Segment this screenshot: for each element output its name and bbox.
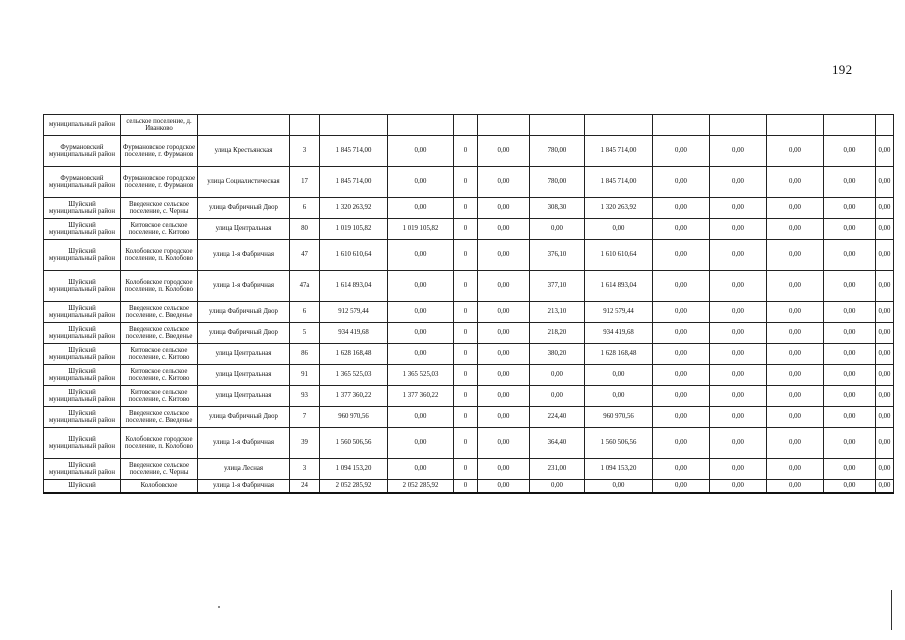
local-cost-cell: 1 560 506,56 [585,428,653,459]
extra-cost-1-cell: 0,00 [653,428,710,459]
extra-cost-4-cell: 0,00 [824,167,876,198]
zero-flag-cell: 0 [454,459,478,480]
local-cost-cell: 0,00 [585,365,653,386]
street-cell: улица Фабричный Двор [198,323,290,344]
extra-cost-5-cell: 0,00 [876,365,894,386]
regional-cost-cell: 0,00 [478,302,530,323]
extra-cost-2-cell: 0,00 [710,198,767,219]
district-cell: Шуйский муниципальный район [44,323,121,344]
extra-cost-4-cell: 0,00 [824,219,876,240]
extra-cost-3-cell: 0,00 [767,344,824,365]
street-cell: улица Центральная [198,219,290,240]
extra-cost-5-cell: 0,00 [876,219,894,240]
extra-cost-1-cell: 0,00 [653,271,710,302]
extra-cost-4-cell: 0,00 [824,323,876,344]
total-cost-cell: 1 377 360,22 [320,386,388,407]
extra-cost-5-cell: 0,00 [876,407,894,428]
extra-cost-4-cell: 0,00 [824,386,876,407]
area-cell: 0,00 [530,365,585,386]
regional-cost-cell: 0,00 [478,219,530,240]
extra-cost-1-cell: 0,00 [653,240,710,271]
house-number-cell: 93 [290,386,320,407]
local-cost-cell: 1 320 263,92 [585,198,653,219]
settlement-cell: сельское поселение, д. Иванково [121,115,198,136]
local-cost-cell: 0,00 [585,219,653,240]
fund-cost-cell: 0,00 [388,198,454,219]
settlement-cell: Колобовское городское поселение, п. Колобово [121,240,198,271]
regional-cost-cell: 0,00 [478,365,530,386]
local-cost-cell: 960 970,56 [585,407,653,428]
table-row [44,323,894,344]
table-row [44,365,894,386]
extra-cost-3-cell: 0,00 [767,219,824,240]
street-cell: улица Лесная [198,459,290,480]
extra-cost-3-cell: 0,00 [767,480,824,493]
regional-cost-cell: 0,00 [478,459,530,480]
area-cell: 780,00 [530,167,585,198]
area-cell: 0,00 [530,219,585,240]
extra-cost-4-cell: 0,00 [824,480,876,493]
extra-cost-4-cell: 0,00 [824,428,876,459]
zero-flag-cell: 0 [454,323,478,344]
extra-cost-2-cell: 0,00 [710,480,767,493]
house-number-cell: 39 [290,428,320,459]
extra-cost-3-cell: 0,00 [767,302,824,323]
house-number-cell: 5 [290,323,320,344]
extra-cost-2-cell: 0,00 [710,167,767,198]
extra-cost-3-cell: 0,00 [767,240,824,271]
street-cell: улица Фабричный Двор [198,302,290,323]
house-number-cell: 47 [290,240,320,271]
settlement-cell: Китовское сельское поселение, с. Китово [121,386,198,407]
settlement-cell: Фурмановское городское поселение, г. Фурманов [121,167,198,198]
fund-cost-cell [388,115,454,136]
extra-cost-3-cell: 0,00 [767,136,824,167]
street-cell: улица 1-я Фабричная [198,271,290,302]
extra-cost-1-cell: 0,00 [653,302,710,323]
fund-cost-cell: 0,00 [388,344,454,365]
house-number-cell [290,115,320,136]
extra-cost-2-cell: 0,00 [710,136,767,167]
fund-cost-cell: 0,00 [388,407,454,428]
house-number-cell: 91 [290,365,320,386]
area-cell: 0,00 [530,480,585,493]
local-cost-cell: 912 579,44 [585,302,653,323]
settlement-cell: Колобовское городское поселение, п. Колобово [121,271,198,302]
table-row [44,167,894,198]
total-cost-cell: 912 579,44 [320,302,388,323]
street-cell: улица Центральная [198,386,290,407]
regional-cost-cell: 0,00 [478,344,530,365]
table-row [44,198,894,219]
regional-cost-cell: 0,00 [478,167,530,198]
extra-cost-3-cell: 0,00 [767,365,824,386]
local-cost-cell: 1 845 714,00 [585,136,653,167]
house-number-cell: 3 [290,136,320,167]
extra-cost-1-cell: 0,00 [653,480,710,493]
extra-cost-5-cell: 0,00 [876,323,894,344]
extra-cost-2-cell: 0,00 [710,271,767,302]
fund-cost-cell: 0,00 [388,167,454,198]
regional-cost-cell: 0,00 [478,386,530,407]
area-cell: 224,40 [530,407,585,428]
total-cost-cell [320,115,388,136]
fund-cost-cell: 1 377 360,22 [388,386,454,407]
scan-edge-line [891,590,892,630]
fund-cost-cell: 0,00 [388,302,454,323]
district-cell: муниципальный район [44,115,121,136]
area-cell: 380,20 [530,344,585,365]
district-cell: Шуйский муниципальный район [44,459,121,480]
street-cell: улица Крестьянская [198,136,290,167]
fund-cost-cell: 0,00 [388,240,454,271]
total-cost-cell: 1 610 610,64 [320,240,388,271]
table-row [44,386,894,407]
area-cell: 218,20 [530,323,585,344]
street-cell [198,115,290,136]
fund-cost-cell: 2 052 285,92 [388,480,454,493]
fund-cost-cell: 1 365 525,03 [388,365,454,386]
area-cell [530,115,585,136]
extra-cost-3-cell: 0,00 [767,167,824,198]
zero-flag-cell: 0 [454,167,478,198]
total-cost-cell: 934 419,68 [320,323,388,344]
extra-cost-5-cell [876,115,894,136]
extra-cost-5-cell: 0,00 [876,428,894,459]
house-number-cell: 17 [290,167,320,198]
district-cell: Шуйский муниципальный район [44,407,121,428]
local-cost-cell: 1 614 893,04 [585,271,653,302]
extra-cost-2-cell: 0,00 [710,302,767,323]
zero-flag-cell: 0 [454,219,478,240]
extra-cost-5-cell: 0,00 [876,167,894,198]
extra-cost-4-cell: 0,00 [824,459,876,480]
extra-cost-3-cell: 0,00 [767,407,824,428]
extra-cost-4-cell: 0,00 [824,240,876,271]
area-cell: 231,00 [530,459,585,480]
regional-cost-cell: 0,00 [478,480,530,493]
housing-program-table [43,114,894,494]
street-cell: улица Фабричный Двор [198,198,290,219]
extra-cost-5-cell: 0,00 [876,302,894,323]
area-cell: 780,00 [530,136,585,167]
house-number-cell: 6 [290,198,320,219]
settlement-cell: Китовское сельское поселение, с. Китово [121,365,198,386]
fund-cost-cell: 0,00 [388,459,454,480]
zero-flag-cell [454,115,478,136]
district-cell: Шуйский муниципальный район [44,302,121,323]
extra-cost-3-cell: 0,00 [767,386,824,407]
extra-cost-5-cell: 0,00 [876,271,894,302]
district-cell: Шуйский муниципальный район [44,365,121,386]
extra-cost-5-cell: 0,00 [876,136,894,167]
street-cell: улица 1-я Фабричная [198,480,290,493]
extra-cost-3-cell: 0,00 [767,459,824,480]
regional-cost-cell: 0,00 [478,323,530,344]
extra-cost-1-cell: 0,00 [653,136,710,167]
house-number-cell: 86 [290,344,320,365]
house-number-cell: 6 [290,302,320,323]
district-cell: Шуйский муниципальный район [44,428,121,459]
district-cell: Шуйский муниципальный район [44,386,121,407]
extra-cost-2-cell: 0,00 [710,344,767,365]
extra-cost-2-cell: 0,00 [710,365,767,386]
extra-cost-1-cell: 0,00 [653,198,710,219]
zero-flag-cell: 0 [454,271,478,302]
fund-cost-cell: 0,00 [388,136,454,167]
extra-cost-4-cell: 0,00 [824,365,876,386]
total-cost-cell: 960 970,56 [320,407,388,428]
zero-flag-cell: 0 [454,428,478,459]
fund-cost-cell: 1 019 105,82 [388,219,454,240]
district-cell: Фурмановский муниципальный район [44,136,121,167]
extra-cost-2-cell: 0,00 [710,407,767,428]
settlement-cell: Введенское сельское поселение, с. Введенье [121,302,198,323]
street-cell: улица Фабричный Двор [198,407,290,428]
total-cost-cell: 2 052 285,92 [320,480,388,493]
area-cell: 308,30 [530,198,585,219]
total-cost-cell: 1 614 893,04 [320,271,388,302]
district-cell: Шуйский муниципальный район [44,271,121,302]
extra-cost-2-cell: 0,00 [710,323,767,344]
regional-cost-cell [478,115,530,136]
extra-cost-4-cell: 0,00 [824,344,876,365]
total-cost-cell: 1 560 506,56 [320,428,388,459]
table-row [44,480,894,493]
table-row [44,344,894,365]
house-number-cell: 47а [290,271,320,302]
extra-cost-1-cell: 0,00 [653,167,710,198]
fund-cost-cell: 0,00 [388,428,454,459]
extra-cost-5-cell: 0,00 [876,344,894,365]
local-cost-cell: 1 610 610,64 [585,240,653,271]
scan-speck [218,606,220,608]
table-row [44,302,894,323]
extra-cost-3-cell: 0,00 [767,271,824,302]
page-number: 192 [832,62,853,77]
extra-cost-5-cell: 0,00 [876,386,894,407]
extra-cost-2-cell: 0,00 [710,219,767,240]
zero-flag-cell: 0 [454,136,478,167]
local-cost-cell [585,115,653,136]
local-cost-cell: 1 628 168,48 [585,344,653,365]
regional-cost-cell: 0,00 [478,198,530,219]
table-row [44,271,894,302]
zero-flag-cell: 0 [454,480,478,493]
local-cost-cell: 1 845 714,00 [585,167,653,198]
district-cell: Фурмановский муниципальный район [44,167,121,198]
extra-cost-1-cell: 0,00 [653,459,710,480]
total-cost-cell: 1 628 168,48 [320,344,388,365]
house-number-cell: 3 [290,459,320,480]
extra-cost-4-cell: 0,00 [824,302,876,323]
extra-cost-2-cell: 0,00 [710,428,767,459]
fund-cost-cell: 0,00 [388,323,454,344]
district-cell: Шуйский [44,480,121,493]
extra-cost-3-cell: 0,00 [767,323,824,344]
regional-cost-cell: 0,00 [478,271,530,302]
total-cost-cell: 1 365 525,03 [320,365,388,386]
extra-cost-1-cell: 0,00 [653,344,710,365]
local-cost-cell: 934 419,68 [585,323,653,344]
extra-cost-4-cell: 0,00 [824,271,876,302]
extra-cost-5-cell: 0,00 [876,480,894,493]
extra-cost-1-cell: 0,00 [653,323,710,344]
zero-flag-cell: 0 [454,365,478,386]
district-cell: Шуйский муниципальный район [44,240,121,271]
total-cost-cell: 1 320 263,92 [320,198,388,219]
table-row [44,240,894,271]
house-number-cell: 80 [290,219,320,240]
extra-cost-2-cell: 0,00 [710,240,767,271]
extra-cost-1-cell: 0,00 [653,365,710,386]
local-cost-cell: 0,00 [585,480,653,493]
table-row [44,136,894,167]
settlement-cell: Фурмановское городское поселение, г. Фурманов [121,136,198,167]
extra-cost-5-cell: 0,00 [876,240,894,271]
district-cell: Шуйский муниципальный район [44,198,121,219]
zero-flag-cell: 0 [454,302,478,323]
settlement-cell: Колобовское городское поселение, п. Колобово [121,428,198,459]
regional-cost-cell: 0,00 [478,136,530,167]
regional-cost-cell: 0,00 [478,407,530,428]
area-cell: 0,00 [530,386,585,407]
extra-cost-2-cell [710,115,767,136]
street-cell: улица 1-я Фабричная [198,428,290,459]
local-cost-cell: 1 094 153,20 [585,459,653,480]
local-cost-cell: 0,00 [585,386,653,407]
zero-flag-cell: 0 [454,344,478,365]
area-cell: 376,10 [530,240,585,271]
house-number-cell: 24 [290,480,320,493]
total-cost-cell: 1 845 714,00 [320,136,388,167]
extra-cost-2-cell: 0,00 [710,386,767,407]
extra-cost-4-cell: 0,00 [824,198,876,219]
district-cell: Шуйский муниципальный район [44,344,121,365]
street-cell: улица Центральная [198,365,290,386]
settlement-cell: Китовское сельское поселение, с. Китово [121,344,198,365]
extra-cost-4-cell [824,115,876,136]
extra-cost-1-cell: 0,00 [653,219,710,240]
street-cell: улица Центральная [198,344,290,365]
extra-cost-3-cell: 0,00 [767,198,824,219]
table-row [44,407,894,428]
settlement-cell: Китовское сельское поселение, с. Китово [121,219,198,240]
settlement-cell: Введенское сельское поселение, с. Введенье [121,407,198,428]
zero-flag-cell: 0 [454,407,478,428]
extra-cost-5-cell: 0,00 [876,459,894,480]
regional-cost-cell: 0,00 [478,428,530,459]
house-number-cell: 7 [290,407,320,428]
settlement-cell: Введенское сельское поселение, с. Черны [121,198,198,219]
extra-cost-1-cell: 0,00 [653,407,710,428]
area-cell: 377,10 [530,271,585,302]
table-row [44,459,894,480]
total-cost-cell: 1 019 105,82 [320,219,388,240]
extra-cost-4-cell: 0,00 [824,136,876,167]
table-row [44,219,894,240]
total-cost-cell: 1 845 714,00 [320,167,388,198]
fund-cost-cell: 0,00 [388,271,454,302]
table-row [44,428,894,459]
extra-cost-2-cell: 0,00 [710,459,767,480]
area-cell: 364,40 [530,428,585,459]
settlement-cell: Колобовское [121,480,198,493]
extra-cost-1-cell: 0,00 [653,386,710,407]
zero-flag-cell: 0 [454,386,478,407]
settlement-cell: Введенское сельское поселение, с. Черны [121,459,198,480]
settlement-cell: Введенское сельское поселение, с. Введенье [121,323,198,344]
district-cell: Шуйский муниципальный район [44,219,121,240]
total-cost-cell: 1 094 153,20 [320,459,388,480]
table-row [44,115,894,136]
extra-cost-4-cell: 0,00 [824,407,876,428]
area-cell: 213,10 [530,302,585,323]
street-cell: улица Социалистическая [198,167,290,198]
extra-cost-3-cell: 0,00 [767,428,824,459]
zero-flag-cell: 0 [454,240,478,271]
zero-flag-cell: 0 [454,198,478,219]
street-cell: улица 1-я Фабричная [198,240,290,271]
extra-cost-1-cell [653,115,710,136]
extra-cost-5-cell: 0,00 [876,198,894,219]
extra-cost-3-cell [767,115,824,136]
regional-cost-cell: 0,00 [478,240,530,271]
